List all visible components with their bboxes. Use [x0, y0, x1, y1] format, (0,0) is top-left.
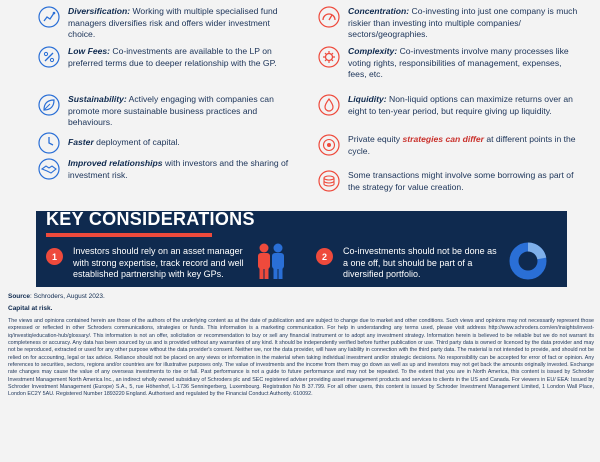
risk-text: Complexity: Co-investments involve many processes like voting rights, responsibilities of management, expenses, fees, etc.	[348, 46, 569, 79]
risk-item	[318, 134, 580, 157]
benefit-item	[38, 6, 293, 41]
consideration-text: Co-investments should not be done as a one off, but should be part of a diversified portfolio.	[343, 246, 497, 279]
risk-text: Some transactions might involve some borrowing as part of the strategy for value creation.	[348, 170, 574, 192]
risk-item	[318, 46, 580, 81]
benefits-risks-section	[0, 0, 600, 200]
source-line: Source: Schroders, August 2023.	[8, 293, 105, 300]
benefit-item	[38, 46, 293, 69]
consideration-number: 1	[46, 248, 63, 265]
key-considerations-title: KEY CONSIDERATIONS	[46, 209, 255, 230]
people-icon	[254, 241, 288, 281]
consideration-item	[316, 246, 506, 281]
borrowing-coins-icon	[318, 170, 340, 192]
relationships-handshake-icon	[38, 158, 60, 180]
disclaimer-text: The views and opinions contained herein are those of the authors of the underlying content as at the date of publication and are subject to change due to market and other conditions. Such views and opinions may not necessarily represent those expressed or reflected in other Schroders communications, strategies or funds. This information is a marketing communication. For help in understanding any terms used, please visit address http://www.schroders.com/en/insights/invest-iq/investiq/education-hub/glossary/. This information is not an offer, solicitation or recommendation to buy or sell any financial instrument or to adopt any investment strategy. Information herein is believed to be reliable but we do not warrant its completeness or accuracy. Any data has been sourced by us and is provided without any warranties of any kind. It should be independently verified before further publication or use. Third party data is owned or licenced by the data provider and may not be reproduced, extracted or used for any other purpose without the data provider's consent. Neither we, nor the data provider, will have any liability in connection with the third party data. The material is not intended to provide, and should not be relied on for accounting, legal or tax advice. Reliance should not be placed on any views or information in the material when taking individual investment and/or strategic decisions. No responsibility can be accepted for error of fact or opinion. Any references to securities, sectors, regions and/or countries are for illustrative purposes only. The value of investments and the income from them may go down as well as up and investors may not get back the amounts originally invested. Exchange rate changes may cause the value of any overseas investments to rise or fall. Past performance is not a guide to future performance and may not be repeated. To the extent that you are in North America, this content is issued by Schroder Investment Management North America Inc., an indirect wholly owned subsidiary of Schroders plc and SEC registered adviser providing asset management products and services to clients in the US and Canada. For viewers in EU/ EEA: Issued by Schroder Investment Management (Europe) S.A., 5, rue Höhenhof, L-1736 Senningerberg, Luxembourg. Registration No B 37.799. For all other users, this content is issued by Schroder Investment Management Limited, 1 London Wall Place, London EC2Y 5AU. Registered Number 1893220 England. Authorised and regulated by the Financial Conduct Authority. 610092.	[8, 318, 594, 398]
portfolio-donut-icon	[509, 242, 547, 280]
risk-item	[318, 170, 580, 193]
risk-text: Concentration: Co-investing into just one company is much riskier than investing into multiple companies/ sectors/geographies.	[348, 6, 578, 39]
consideration-number: 2	[316, 248, 333, 265]
benefit-item	[38, 94, 293, 129]
key-considerations-panel	[36, 211, 567, 287]
complexity-gear-icon	[318, 46, 340, 68]
benefit-text: Sustainability: Actively engaging with companies can promote more sustainable business practices and behaviours.	[68, 94, 274, 127]
consideration-item	[46, 246, 256, 281]
diversification-chart-icon	[38, 6, 60, 28]
capital-at-risk: Capital at risk.	[8, 305, 53, 312]
benefit-text: Faster deployment of capital.	[68, 137, 180, 147]
title-underline	[46, 233, 212, 237]
consideration-text: Investors should rely on an asset manager with strong expertise, track record and well established partnership with key GPs.	[73, 246, 244, 279]
liquidity-drop-icon	[318, 94, 340, 116]
benefit-item	[38, 132, 293, 154]
strategy-target-icon	[318, 134, 340, 156]
benefit-text: Diversification: Working with multiple specialised fund managers diversifies risk and offers wider investment choice.	[68, 6, 278, 39]
risk-text: Liquidity: Non-liquid options can maximize returns over an eight to ten-year period, but require giving up liquidity.	[348, 94, 573, 116]
benefit-item	[38, 158, 293, 181]
risk-item	[318, 94, 580, 117]
benefit-text: Low Fees: Co-investments are available to the LP on preferred terms due to deeper relationship with the GP.	[68, 46, 277, 68]
faster-clock-icon	[38, 132, 60, 154]
low-fees-percent-icon	[38, 46, 60, 68]
concentration-gauge-icon	[318, 6, 340, 28]
benefit-text: Improved relationships with investors and the sharing of investment risk.	[68, 158, 289, 180]
risk-item	[318, 6, 580, 41]
risk-text: Private equity strategies can differ at different points in the cycle.	[348, 134, 576, 156]
sustainability-leaf-icon	[38, 94, 60, 116]
